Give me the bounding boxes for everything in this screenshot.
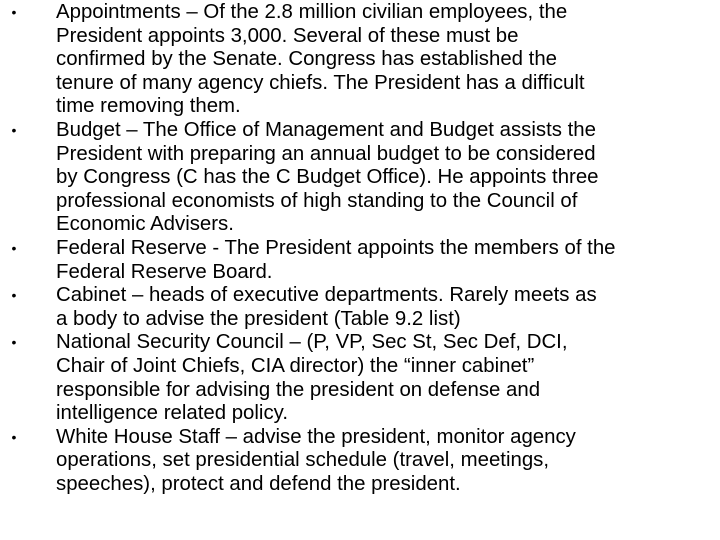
bullet-text-line: Appointments – Of the 2.8 million civilian employees, the xyxy=(56,1,568,23)
bullet-list xyxy=(0,1,720,496)
bullet-text-line: President appoints 3,000. Several of these must be xyxy=(56,24,519,47)
bullet-text-line: tenure of many agency chiefs. The President has a difficult xyxy=(56,71,585,94)
bullet-icon: • xyxy=(11,239,17,256)
bullet-text-line: time removing them. xyxy=(56,95,241,118)
bullet-text-line: Cabinet – heads of executive departments. Rarely meets as xyxy=(56,284,597,307)
bullet-item-budget xyxy=(0,119,720,237)
bullet-icon: • xyxy=(11,334,17,351)
bullet-icon: • xyxy=(11,428,17,445)
bullet-text-line: speeches), protect and defend the president. xyxy=(56,472,461,495)
bullet-text-line: Chair of Joint Chiefs, CIA director) the “inner cabinet” xyxy=(56,354,535,377)
bullet-item-cabinet xyxy=(0,284,720,331)
bullet-text-line: President with preparing an annual budget to be considered xyxy=(56,142,596,165)
bullet-text-line: Federal Reserve - The President appoints the members of the xyxy=(56,236,616,259)
bullet-text-line: Federal Reserve Board. xyxy=(56,260,273,283)
bullet-text-line: confirmed by the Senate. Congress has established the xyxy=(56,48,558,71)
bullet-text-line: responsible for advising the president on defense and xyxy=(56,378,541,401)
bullet-icon: • xyxy=(11,287,17,304)
bullet-text-line: National Security Council – (P, VP, Sec St, Sec Def, DCI, xyxy=(56,331,568,354)
bullet-item-white-house-staff xyxy=(0,426,720,497)
bullet-item-federal-reserve xyxy=(0,237,720,284)
bullet-text-line: White House Staff – advise the president, monitor agency xyxy=(56,425,576,448)
bullet-icon: • xyxy=(11,121,17,138)
bullet-text-line: operations, set presidential schedule (travel, meetings, xyxy=(56,449,550,472)
bullet-text-line: a body to advise the president (Table 9.2 list) xyxy=(56,307,461,330)
bullet-text-line: Economic Advisers. xyxy=(56,213,234,236)
bullet-text-line: Budget – The Office of Management and Budget assists the xyxy=(56,118,596,141)
bullet-icon: • xyxy=(11,4,17,20)
bullet-item-appointments xyxy=(0,1,720,119)
bullet-text-line: by Congress (C has the C Budget Office). He appoints three xyxy=(56,166,599,189)
bullet-text-line: professional economists of high standing to the Council of xyxy=(56,189,578,212)
bullet-item-national-security-council xyxy=(0,331,720,425)
bullet-text-line: intelligence related policy. xyxy=(56,402,288,425)
